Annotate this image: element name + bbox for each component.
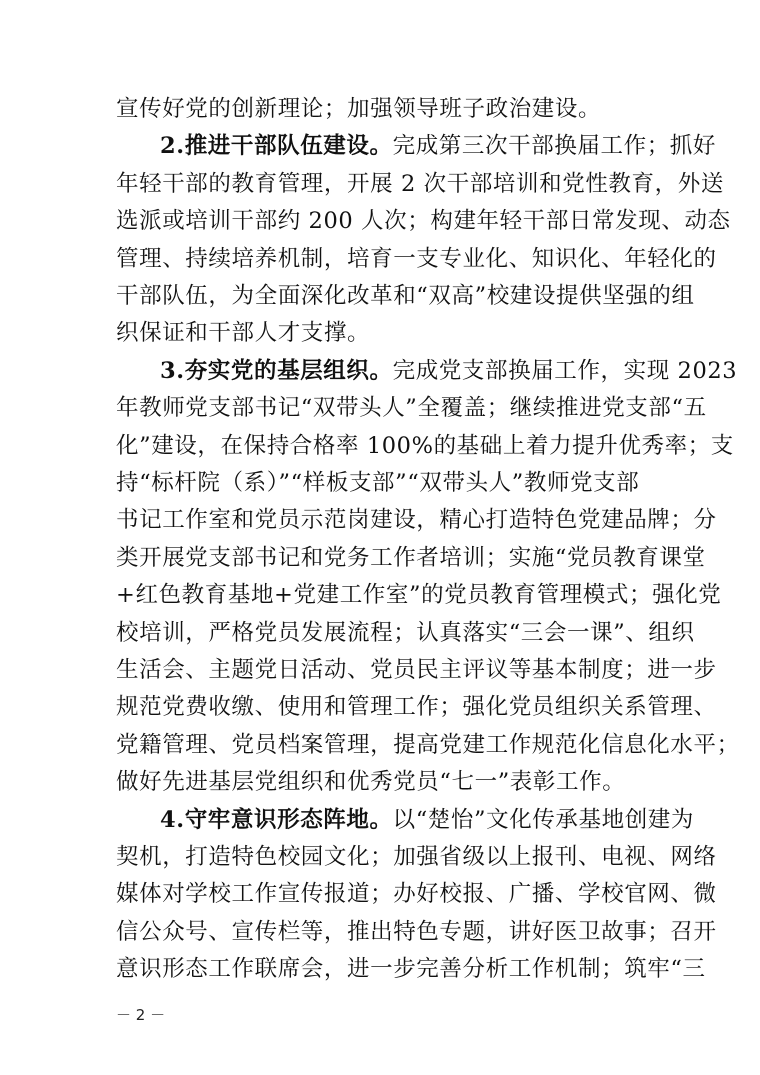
line-text: 信公众号、宣传栏等，推出特色专题，讲好医卫故事；召开 [116,918,717,945]
text-line [116,652,717,689]
text-line [116,764,652,801]
text-line [116,91,652,128]
line-text: 类开展党支部书记和党务工作者培训；实施“党员教育课堂 [116,544,706,571]
text-line [116,540,706,577]
line-text: 意识形态工作联席会，进一步完善分析工作机制；筑牢“三 [116,956,706,983]
line-text: 干部队伍，为全面深化改革和“双高”校建设提供坚强的组 [116,283,695,309]
text-line [116,203,731,240]
line-text: 以“楚怡”文化传承基地创建为 [392,806,694,833]
line-text: 年轻干部的教育管理，开展 2 次干部培训和党性教育，外送 [116,170,724,197]
text-line [160,353,738,390]
line-text: 选派或培训干部约 200 人次；构建年轻干部日常发现、动态 [116,208,731,235]
line-text: 宣传好党的创新理论；加强领导班子政治建设。 [116,96,602,122]
line-text: 年教师党支部书记“双带头人”全覆盖；继续推进党支部“五 [116,395,707,422]
line-text: 做好先进基层党组织和优秀党员“七一”表彰工作。 [116,769,626,796]
line-text: 完成第三次干部换届工作；抓好 [392,133,716,160]
text-line [116,428,734,465]
text-line [116,876,717,913]
text-line [116,390,707,427]
line-text: 管理、持续培养机制，培育一支专业化、知识化、年轻化的 [116,245,717,272]
text-line [160,128,716,165]
text-line [160,802,694,839]
text-line [116,502,717,539]
line-text: 校培训，严格党员发展流程；认真落实“三会一课”、组织 [116,619,695,646]
text-line [116,727,740,764]
text-line [116,951,706,988]
line-text: 持“标杆院（系）”“样板支部”“双带头人”教师党支部 [116,470,640,496]
line-text: 规范党费收缴、使用和管理工作；强化党员组织关系管理、 [116,694,717,721]
text-line [116,465,652,502]
line-text: 书记工作室和党员示范岗建设，精心打造特色党建品牌；分 [116,507,717,534]
line-text: 契机，打造特色校园文化；加强省级以上报刊、电视、网络 [116,844,717,870]
text-line [116,278,695,315]
text-line [116,577,722,614]
line-text: 化”建设，在保持合格率 100%的基础上着力提升优秀率；支 [116,432,734,459]
text-line [116,241,717,278]
line-text: 织保证和干部人才支撑。 [116,320,371,347]
text-line [116,914,717,951]
line-text: 媒体对学校工作宣传报道；办好校报、广播、学校官网、微 [116,881,717,908]
line-text: 生活会、主题党日活动、党员民主评议等基本制度；进一步 [116,657,717,683]
line-text: 完成党支部换届工作，实现 2023 [392,357,738,384]
page-number: － 2 － [116,1006,166,1024]
section-heading: 4.守牢意识形态阵地。 [160,806,393,833]
line-text: +红色教育基地+党建工作室”的党员教育管理模式；强化党 [116,582,722,609]
text-line [116,839,717,876]
section-heading: 2.推进干部队伍建设。 [160,133,393,160]
section-heading: 3.夯实党的基层组织。 [160,357,393,384]
text-line [116,166,724,203]
text-line [116,615,695,652]
line-text: 党籍管理、党员档案管理，提高党建工作规范化信息化水平； [116,731,740,758]
text-line [116,689,717,726]
text-line [116,315,652,352]
